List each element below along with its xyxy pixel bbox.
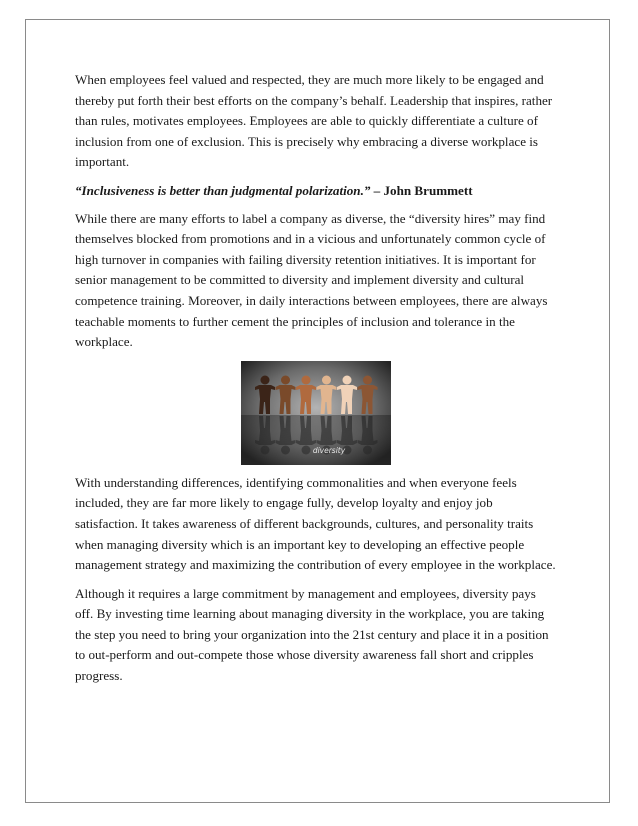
quote-text: “Inclusiveness is better than judgmental polarization.” xyxy=(75,182,371,198)
page-content xyxy=(75,70,557,695)
document-page xyxy=(25,19,610,803)
paragraph-3: With understanding differences, identifying commonalities and when everyone feels included, they are far more likely to engage fully, develop loyalty and enjoy job satisfaction. It takes awareness of different backgrounds, cultures, and personality traits when managing diversity which is an important key to developing an effective people management strategy and maximizing the contribution of every employee in the workplace. xyxy=(75,474,556,573)
pull-quote xyxy=(75,181,557,202)
paragraph-4: Although it requires a large commitment by management and employees, diversity pays off. By investing time learning about managing diversity in the workplace, you are taking the step you need to bring your organization into the 21st century and place it in a position to out-perform and out-compete those whose diversity awareness fall short and cripples progress. xyxy=(75,585,549,684)
paragraph-2: While there are many efforts to label a company as diverse, the “diversity hires” may find themselves blocked from promotions and in a vicious and unfortunately common cycle of high turnover in companies with failing diversity retention initiatives. It is important for senior management to be committed to diversity and implement diversity and cultural competence training. Moreover, in daily interactions between employees, there are always teachable moments to further cement the principles of inclusion and tolerance in the workplace. xyxy=(75,210,548,350)
diversity-image xyxy=(241,361,391,465)
image-caption: diversity xyxy=(312,445,346,455)
paragraph-1: When employees feel valued and respected, they are much more likely to be engaged and thereby put forth their best efforts on the company’s behalf. Leadership that inspires, rather than rules, motivates employees. Employees are able to quickly differentiate a culture of inclusion from one of exclusion. This is precisely why embracing a diverse workplace is important. xyxy=(75,72,553,170)
quote-attribution: – John Brummett xyxy=(370,182,473,198)
